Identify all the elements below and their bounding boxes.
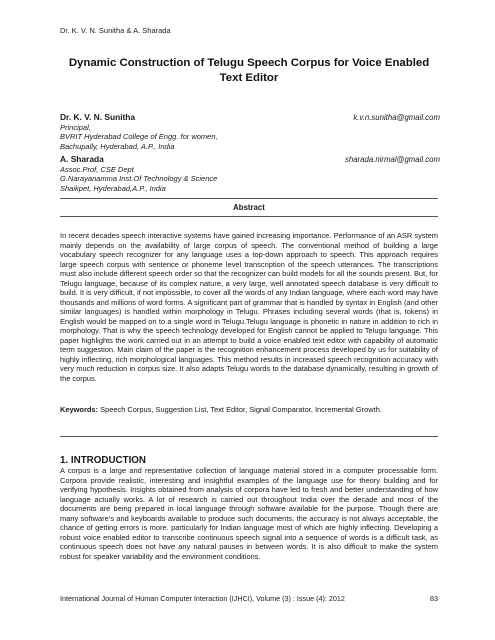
author-email[interactable]: sharada.nirmal@gmail.com <box>344 155 440 164</box>
author-email[interactable]: k.v.n.sunitha@gmail.com <box>353 113 440 122</box>
affiliation-line: Assoc.Prof, CSE Dept <box>60 164 134 174</box>
author-name: Dr. K. V. N. Sunitha <box>60 112 136 122</box>
page-footer <box>60 594 438 603</box>
divider <box>60 216 438 217</box>
keywords <box>60 405 438 415</box>
affiliation-line: Shaikpet, Hyderabad,A.P., India <box>60 183 166 193</box>
divider <box>60 436 438 437</box>
section-heading: 1. INTRODUCTION <box>60 455 146 466</box>
author-block-2 <box>60 155 440 193</box>
running-head: Dr. K. V. N. Sunitha & A. Sharada <box>60 26 171 35</box>
page-number: 83 <box>430 594 438 603</box>
abstract-text: In recent decades speech interactive systems have gained increasing importance. Performance of an ASR system mainly depends on the availability of large corpus of speech. The conventional method of building a large vocabulary speech recognizer for any language uses a top-down approach to speech. This approach requires large speech corpus with sentence or phoneme level transcription of the speech utterances. The transcriptions must also include different speech order so that the recognizer can build models for all the sounds present. But, for Telugu language, because of its complex nature, a very large, well annotated speech database is very difficult to build. It is very difficult, if not impossible, to cover all the words of any Indian language, where each word may have thousands and millions of word forms. A significant part of grammar that is handled by syntax in English (and other similar languages) is handled within morphology in Telugu. Phrases including several words (that is, tokens) in English would be mapped on to a single word in Telugu.Telugu language is phonetic in nature in addition to rich in morphology. That is why the speech technology developed for English cannot be applied to Telugu language. This paper highlights the work carried out in an attempt to build a voice enabled text editor with capability of automatic term suggestion. Main claim of the paper is the recognition enhancement process developed by us for suitability of highly inflecting, rich morphological languages. This method results in increased speech recognition accuracy with very much reduction in corpus size. It also adapts Telugu words to the database dynamically, resulting in growth of the corpus. <box>60 231 438 383</box>
keywords-label: Keywords: <box>60 405 99 414</box>
paper-title: Dynamic Construction of Telugu Speech Corpus for Voice Enabled Text Editor <box>68 57 430 84</box>
affiliation-line: Bachupally, Hyderabad, A.P., India <box>60 141 175 151</box>
journal-citation: International Journal of Human Computer Interaction (IJHCI), Volume (3) : Issue (4): 2012 <box>60 594 345 603</box>
abstract-heading: Abstract <box>233 203 265 212</box>
author-name: A. Sharada <box>60 154 104 164</box>
affiliation-line: BVRIT Hyderabad College of Engg. for women, <box>60 132 218 142</box>
introduction-text: A corpus is a large and representative collection of language material stored in a computer processable form. Corpora provide realistic, interesting and insightful examples of the language use for theory building and for verifying hypothesis. Insights obtained from analysis of corpora have led to fresh and better understanding of how language actually works. A lot of research is carried out throughout India over the decade and most of the documents are being prepared in local language through software available for the purpose. Though there are many software’s and keyboards available to produce such documents, the accuracy is not always acceptable, the chance of getting errors is more. particularly for Indian language most of which are highly inflecting. Developing a robust voice enabled editor to transcribe continuous speech signal into a sequence of words is a difficult task, as continuous speech does not have any natural pauses in between words. It is also difficult to make the system robust for speaker variability and the environment conditions. <box>60 466 438 561</box>
affiliation-line: G.Narayanamma Inst.Of Technology & Science <box>60 174 218 184</box>
keywords-text: Speech Corpus, Suggestion List, Text Editor, Signal Comparator, Incremental Growth. <box>100 405 382 414</box>
author-block-1 <box>60 113 440 151</box>
affiliation-line: Principal, <box>60 122 91 132</box>
divider <box>60 198 438 199</box>
